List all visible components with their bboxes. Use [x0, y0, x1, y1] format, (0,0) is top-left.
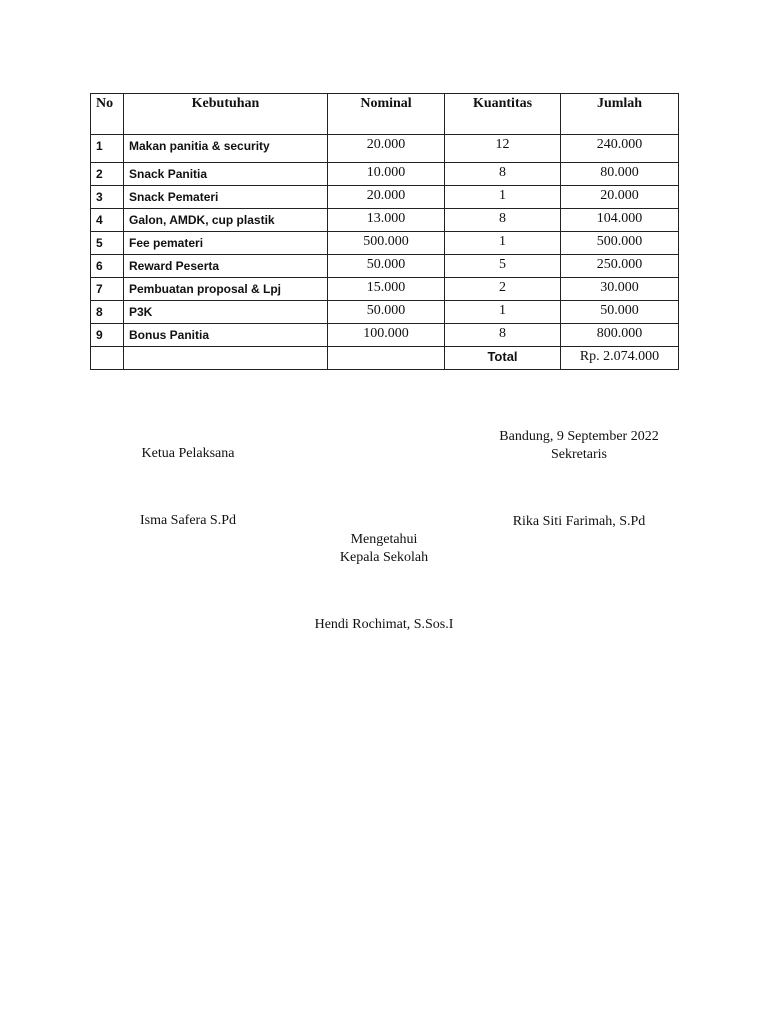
header-nominal: Nominal — [328, 94, 445, 135]
total-empty-cell — [328, 347, 445, 370]
row-nominal: 500.000 — [328, 232, 445, 255]
header-kebutuhan: Kebutuhan — [124, 94, 328, 135]
row-quantity: 1 — [445, 186, 561, 209]
row-jumlah: 500.000 — [561, 232, 679, 255]
left-signer-name: Isma Safera S.Pd — [139, 513, 237, 528]
row-no: 8 — [91, 301, 124, 324]
row-jumlah: 50.000 — [561, 301, 679, 324]
table-row — [91, 324, 679, 347]
place-date: Bandung, 9 September 2022 — [499, 429, 659, 444]
row-nominal: 15.000 — [328, 278, 445, 301]
total-value: Rp. 2.074.000 — [561, 347, 679, 370]
row-item: P3K — [124, 301, 328, 324]
row-jumlah: 104.000 — [561, 209, 679, 232]
budget-table — [90, 93, 679, 370]
row-jumlah: 20.000 — [561, 186, 679, 209]
row-quantity: 12 — [445, 135, 561, 163]
table-row — [91, 186, 679, 209]
row-item: Reward Peserta — [124, 255, 328, 278]
table-total-row — [91, 347, 679, 370]
table-row — [91, 135, 679, 163]
row-jumlah: 250.000 — [561, 255, 679, 278]
total-label: Total — [445, 347, 561, 370]
table-header-row — [91, 94, 679, 135]
header-jumlah: Jumlah — [561, 94, 679, 135]
row-item: Bonus Panitia — [124, 324, 328, 347]
header-kuantitas: Kuantitas — [445, 94, 561, 135]
row-nominal: 50.000 — [328, 301, 445, 324]
table-row — [91, 163, 679, 186]
row-nominal: 100.000 — [328, 324, 445, 347]
row-quantity: 8 — [445, 324, 561, 347]
row-nominal: 10.000 — [328, 163, 445, 186]
row-quantity: 8 — [445, 163, 561, 186]
row-nominal: 20.000 — [328, 135, 445, 163]
row-quantity: 1 — [445, 232, 561, 255]
row-jumlah: 800.000 — [561, 324, 679, 347]
table-row — [91, 278, 679, 301]
row-quantity: 2 — [445, 278, 561, 301]
total-empty-cell — [124, 347, 328, 370]
table-row — [91, 255, 679, 278]
row-jumlah: 30.000 — [561, 278, 679, 301]
row-item: Galon, AMDK, cup plastik — [124, 209, 328, 232]
row-no: 1 — [91, 135, 124, 163]
row-no: 7 — [91, 278, 124, 301]
approval-label: Mengetahui — [350, 532, 418, 547]
row-nominal: 20.000 — [328, 186, 445, 209]
row-item: Pembuatan proposal & Lpj — [124, 278, 328, 301]
row-no: 9 — [91, 324, 124, 347]
header-no: No — [91, 94, 124, 135]
row-quantity: 1 — [445, 301, 561, 324]
row-item: Snack Pemateri — [124, 186, 328, 209]
total-empty-cell — [91, 347, 124, 370]
center-signer-name: Hendi Rochimat, S.Sos.I — [314, 617, 454, 632]
row-item: Makan panitia & security — [124, 135, 328, 163]
row-no: 4 — [91, 209, 124, 232]
right-role: Sekretaris — [551, 447, 607, 462]
row-no: 3 — [91, 186, 124, 209]
row-quantity: 5 — [445, 255, 561, 278]
row-no: 5 — [91, 232, 124, 255]
table-row — [91, 209, 679, 232]
row-jumlah: 240.000 — [561, 135, 679, 163]
row-jumlah: 80.000 — [561, 163, 679, 186]
row-item: Fee pemateri — [124, 232, 328, 255]
center-role: Kepala Sekolah — [339, 550, 429, 565]
table-row — [91, 301, 679, 324]
row-no: 2 — [91, 163, 124, 186]
row-quantity: 8 — [445, 209, 561, 232]
row-item: Snack Panitia — [124, 163, 328, 186]
right-signer-name: Rika Siti Farimah, S.Pd — [512, 514, 646, 529]
table-row — [91, 232, 679, 255]
left-role: Ketua Pelaksana — [141, 446, 235, 461]
row-no: 6 — [91, 255, 124, 278]
row-nominal: 50.000 — [328, 255, 445, 278]
row-nominal: 13.000 — [328, 209, 445, 232]
